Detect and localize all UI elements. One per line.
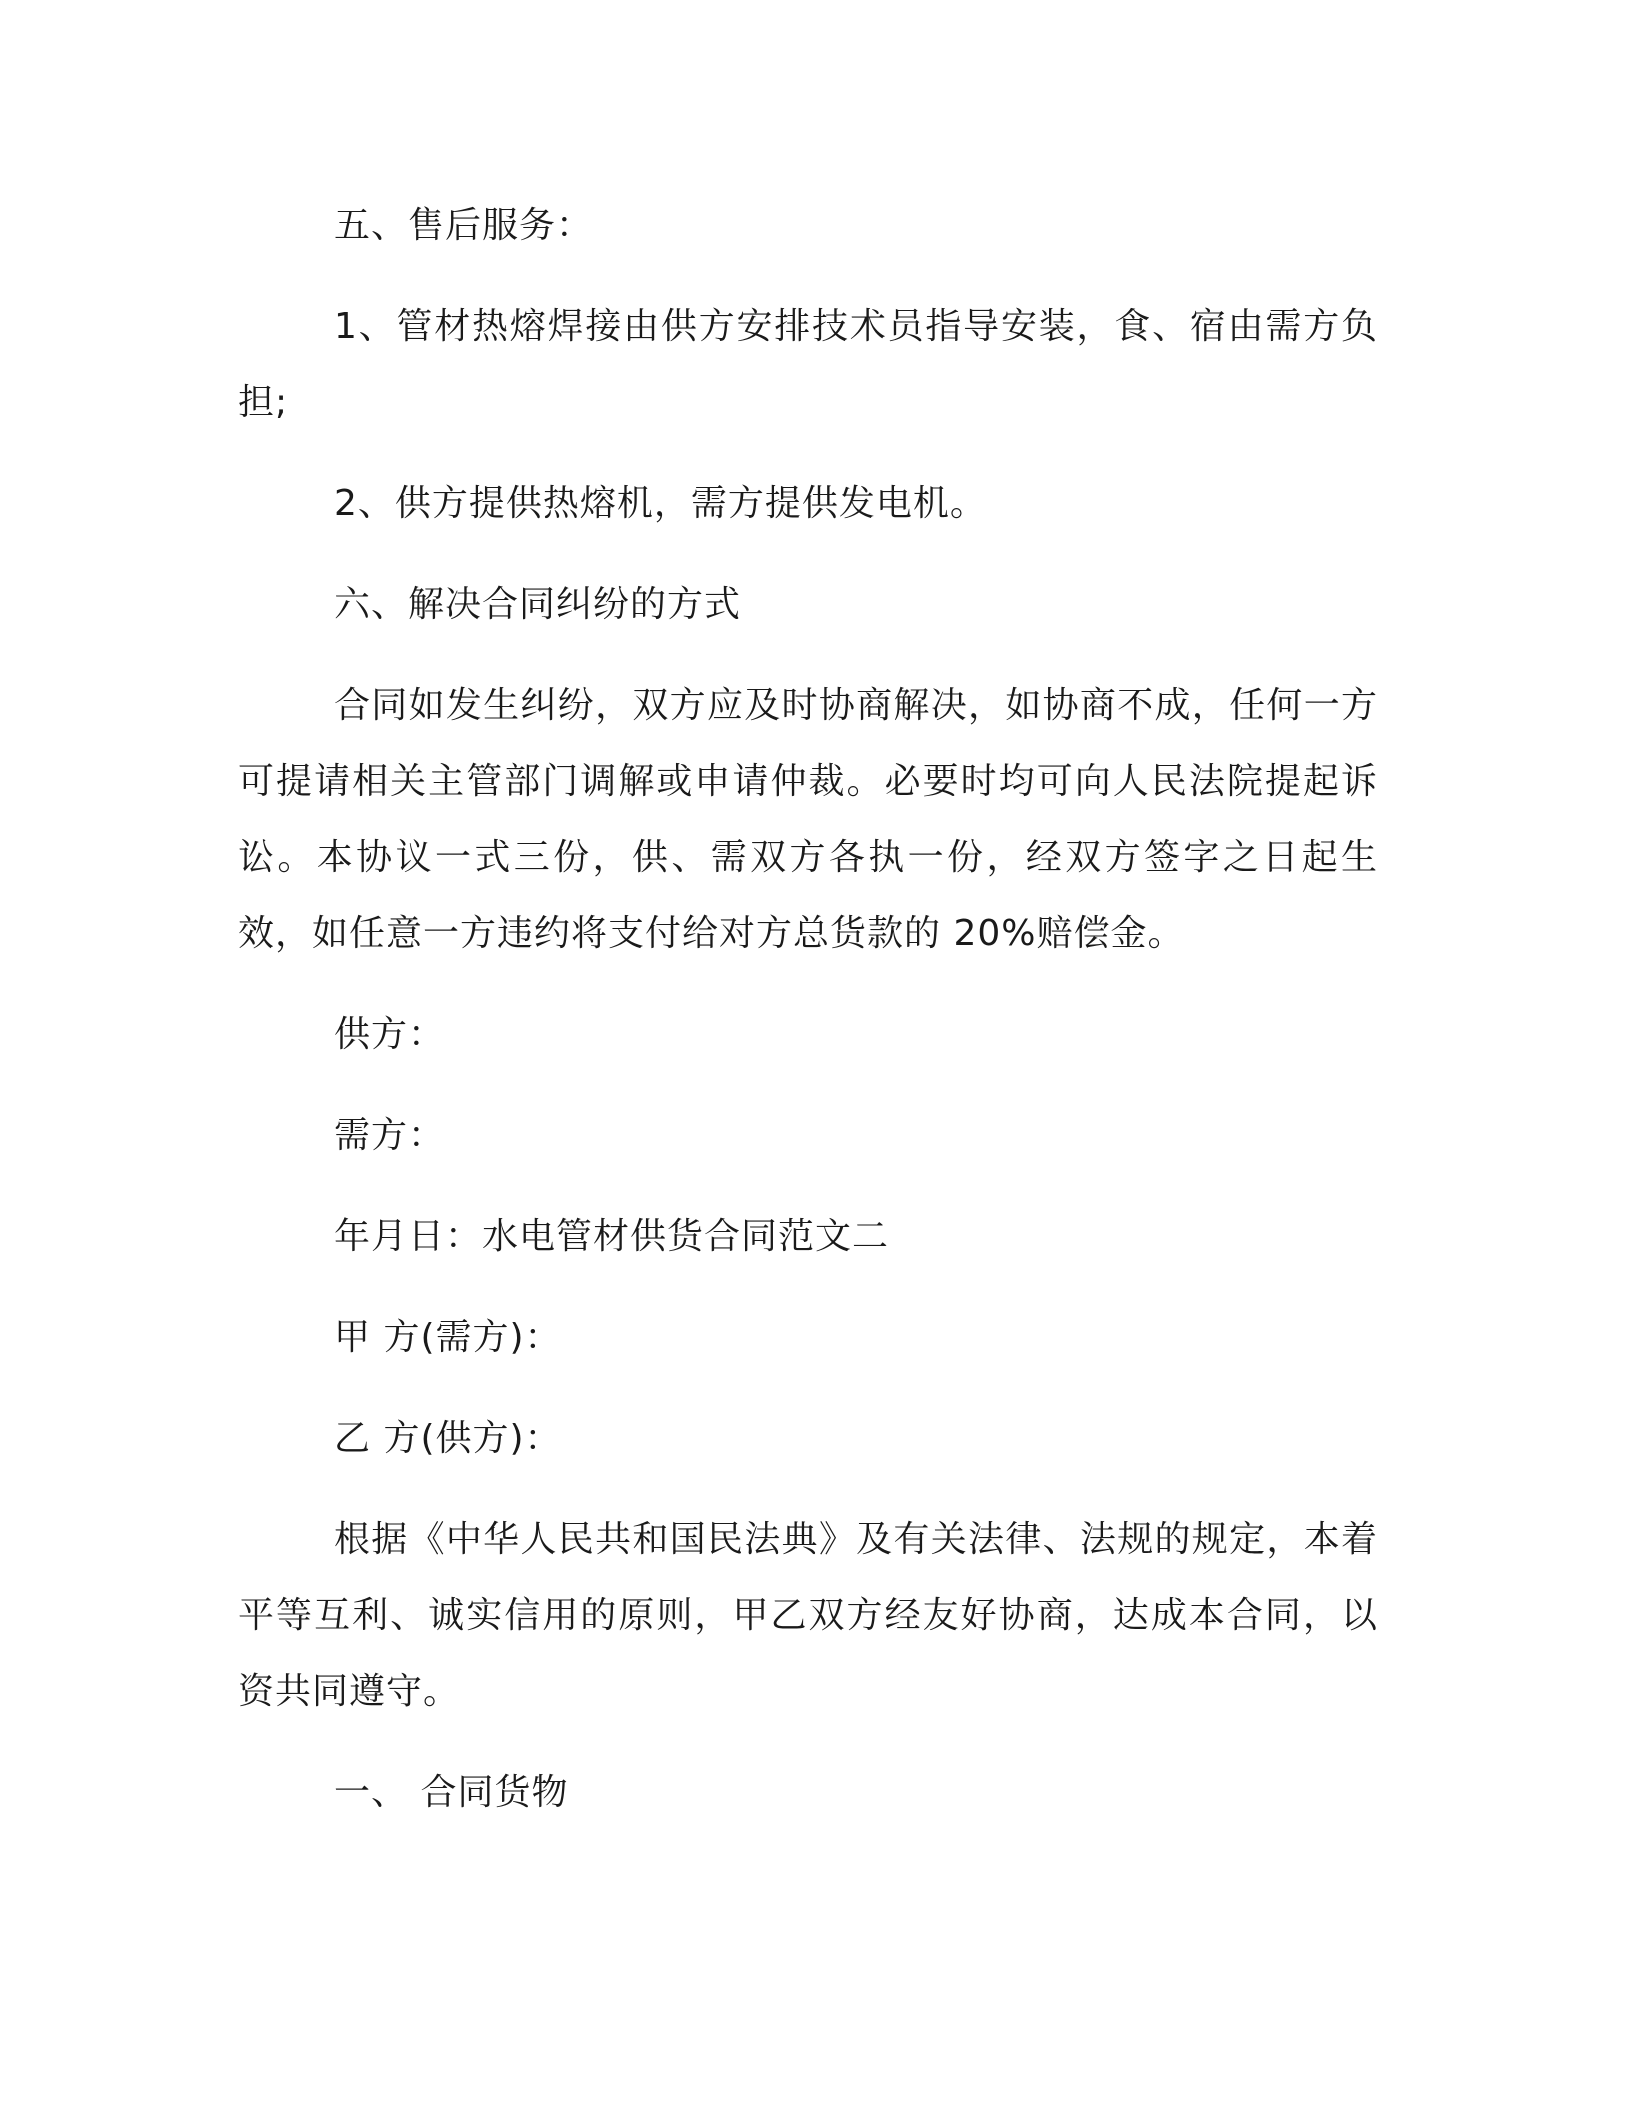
section-heading-after-sales: 五、售后服务： bbox=[334, 205, 594, 246]
dispute-resolution-text: 合同如发生纠纷，双方应及时协商解决，如协商不成，任何一方可提请相关主管部门调解或申请仲裁。必要时均可向人民法院提起诉讼。本协议一式三份，供、需双方各执一份，经双方签字之日起生效，如任意一方违约将支付给对方总货款的 20%赔偿金。 bbox=[238, 685, 1378, 954]
party-b-line: 乙 方(供方)： bbox=[334, 1418, 562, 1459]
preamble-text: 根据《中华人民共和国民法典》及有关法律、法规的规定，本着平等互利、诚实信用的原则，甲乙双方经友好协商，达成本合同，以资共同遵守。 bbox=[238, 1519, 1378, 1712]
supplier-signature-line: 供方： bbox=[334, 1014, 446, 1055]
party-a-line: 甲 方(需方)： bbox=[334, 1317, 562, 1358]
section-heading-dispute: 六、解决合同纠纷的方式 bbox=[334, 584, 742, 625]
document-body bbox=[238, 188, 1378, 1856]
date-line: 年月日：水电管材供货合同范文二 bbox=[334, 1216, 890, 1257]
clause-installation: 1、管材热熔焊接由供方安排技术员指导安装，食、宿由需方负担; bbox=[238, 306, 1378, 423]
buyer-signature-line: 需方： bbox=[334, 1115, 446, 1156]
section-heading-goods: 一、 合同货物 bbox=[334, 1772, 569, 1813]
clause-equipment: 2、供方提供热熔机，需方提供发电机。 bbox=[334, 483, 987, 524]
